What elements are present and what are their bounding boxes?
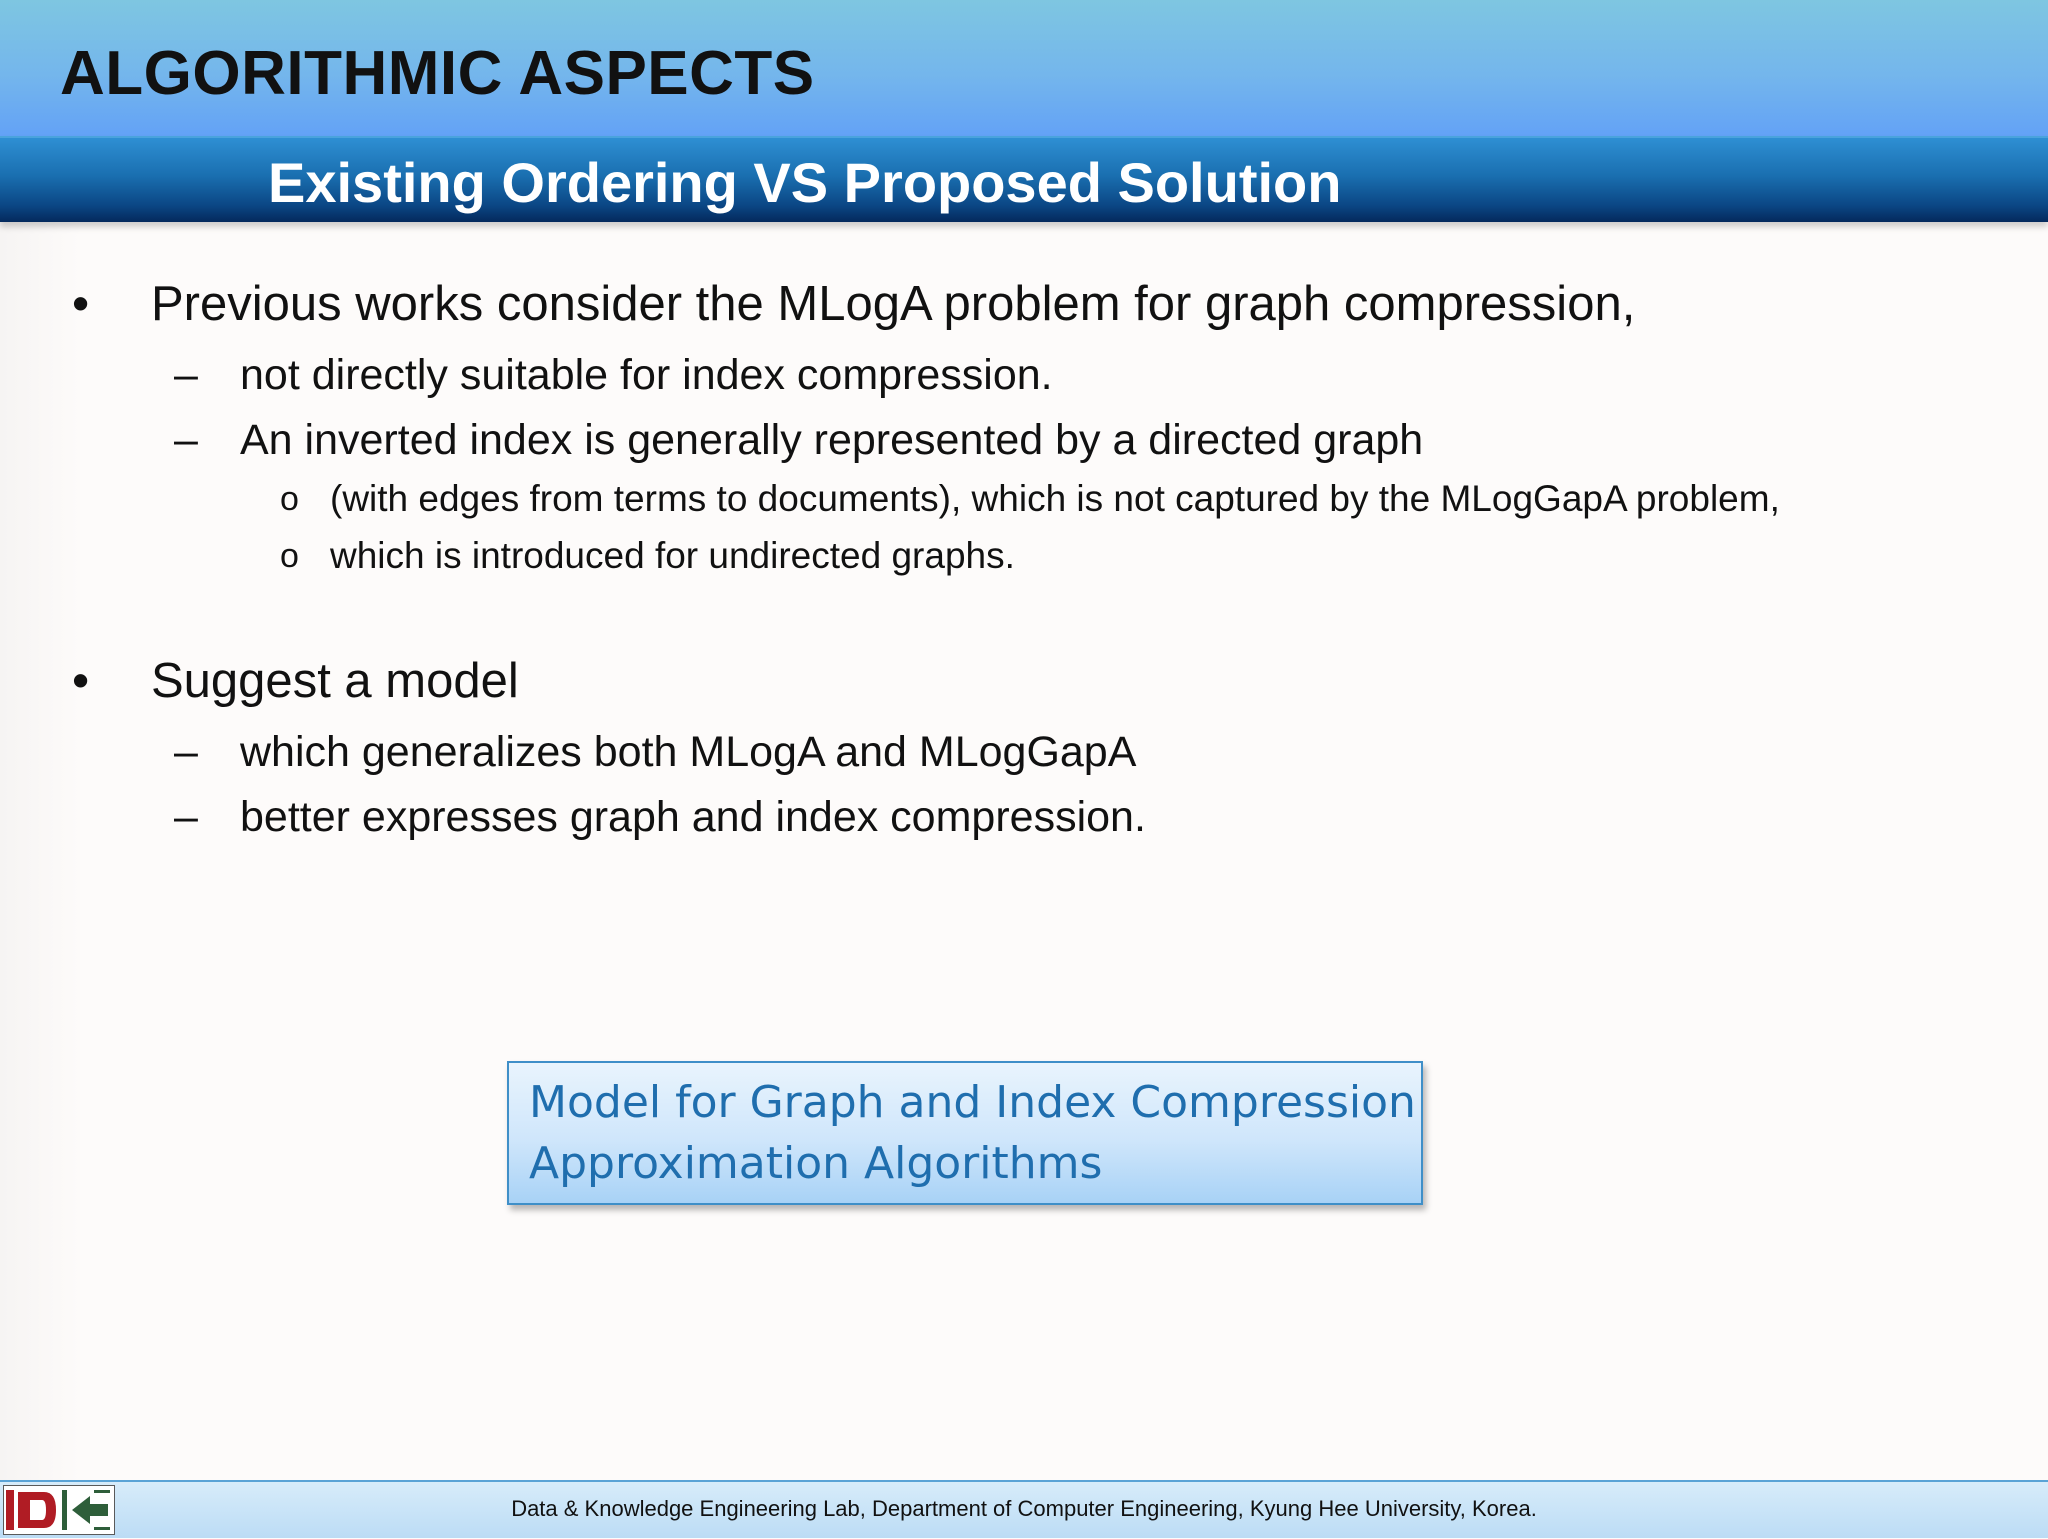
sub-bullet-marker: – xyxy=(174,728,198,776)
sub-bullet-better-expresses: better expresses graph and index compression. xyxy=(240,793,1146,841)
sub-bullet-inverted-index: An inverted index is generally represented by a directed graph xyxy=(240,416,1424,464)
sub-sub-bullet-undirected: which is introduced for undirected graphs. xyxy=(330,535,1015,576)
sub-sub-bullet-edges: (with edges from terms to documents), which is not captured by the MLogGapA problem, xyxy=(330,478,1780,519)
bullet-marker: • xyxy=(72,654,90,708)
slide-title: ALGORITHMIC ASPECTS xyxy=(60,39,815,108)
slide-subtitle: Existing Ordering VS Proposed Solution xyxy=(268,151,1342,214)
sub-bullet-not-suitable: not directly suitable for index compression. xyxy=(240,351,1053,399)
title-band xyxy=(0,0,2048,136)
callout-line-model: Model for Graph and Index Compression xyxy=(529,1077,1416,1128)
left-margin-shade xyxy=(0,220,80,1480)
bullet-text-previous-works: Previous works consider the MLogA problem for graph compression, xyxy=(151,277,1636,331)
sub-bullet-marker: – xyxy=(174,416,198,464)
sub-bullet-generalizes: which generalizes both MLogA and MLogGapA xyxy=(240,728,1137,776)
footer-bar xyxy=(0,1480,2048,1538)
subtitle-band xyxy=(0,136,2048,222)
bullet-text-suggest-model: Suggest a model xyxy=(151,654,519,708)
sub-sub-bullet-marker: o xyxy=(280,480,299,518)
sub-bullet-marker: – xyxy=(174,793,198,841)
sub-sub-bullet-marker: o xyxy=(280,537,299,575)
model-callout-box xyxy=(507,1061,1423,1205)
footer-affiliation: Data & Knowledge Engineering Lab, Department of Computer Engineering, Kyung Hee University, Korea. xyxy=(511,1496,1537,1521)
sub-bullet-marker: – xyxy=(174,351,198,399)
bullet-marker: • xyxy=(72,277,90,331)
callout-line-approximation: Approximation Algorithms xyxy=(529,1138,1103,1189)
